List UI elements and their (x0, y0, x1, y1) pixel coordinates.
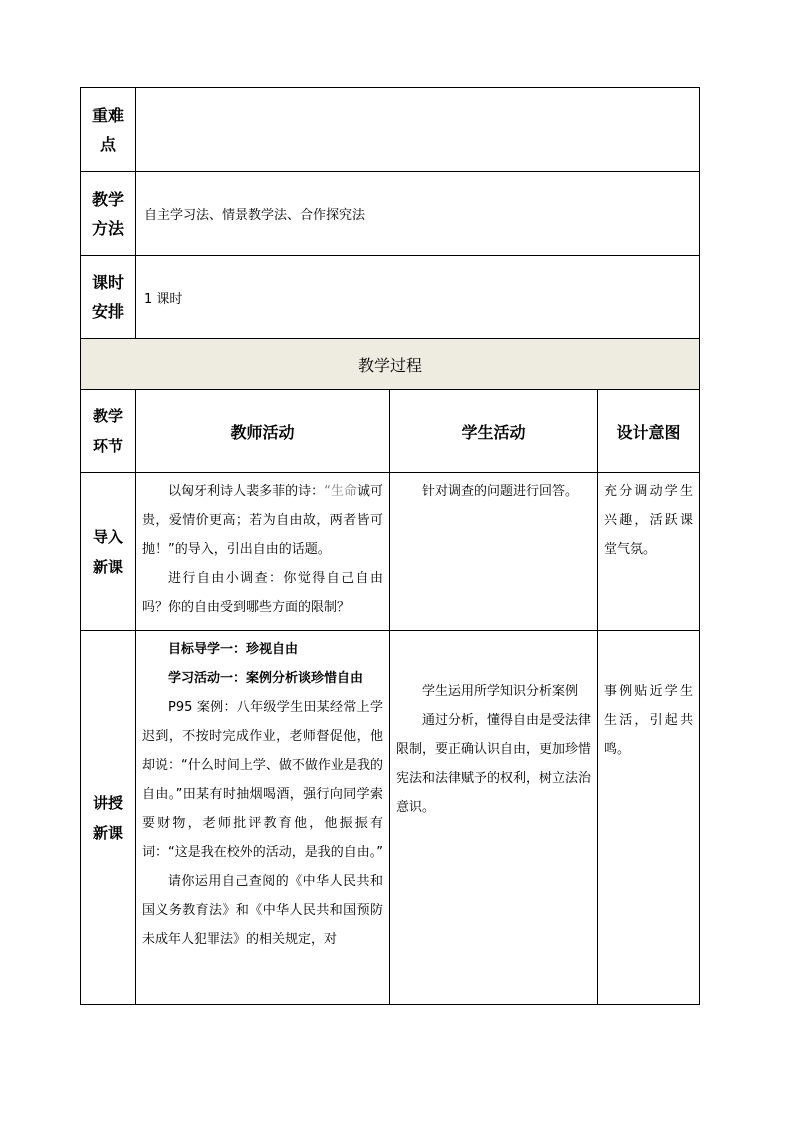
process-title-row (81, 339, 700, 390)
method-content: 自主学习法、情景教学法、合作探究法 (136, 172, 700, 256)
lecture-teacher-activity (136, 631, 390, 1005)
schedule-row (81, 256, 700, 339)
design-intent-header: 设计意图 (598, 390, 700, 473)
lecture-stage-label: 讲授 新课 (81, 631, 136, 1005)
intro-teacher-paragraph-2: 进行自由小调查：你觉得自己自由吗？你的自由受到哪些方面的限制？ (142, 571, 383, 615)
intro-teacher-paragraph-1: 以匈牙利诗人裴多菲的诗：“生命诚可贵，爱情价更高；若为自由故，两者皆可抛！”的导入，引出自由的话题。 (142, 484, 383, 557)
lesson-plan-table (80, 87, 700, 1005)
teacher-activity-header: 教师活动 (136, 390, 390, 473)
goal-heading: 目标导学一：珍视自由 (168, 642, 299, 657)
method-row (81, 172, 700, 256)
lecture-student-activity (390, 631, 598, 1005)
key-points-row (81, 88, 700, 172)
key-points-content (136, 88, 700, 172)
lecture-row (81, 631, 700, 1005)
case-paragraph: P95 案例：八年级学生田某经常上学迟到，不按时完成作业，老师督促他，他却说：“什么时间上学、做不做作业是我的自由。”田某有时抽烟喝酒，强行向同学索要财物，老师批评教育他，他振振有词：“这是我在校外的活动，是我的自由。” (142, 700, 383, 860)
intro-design-intent: 充分调动学生兴趣，活跃课堂气氛。 (598, 473, 700, 631)
task-paragraph: 请你运用自己查阅的《中华人民共和国义务教育法》和《中华人民共和国预防未成年人犯罪法》的相关规定，对 (142, 874, 383, 947)
schedule-label: 课时 安排 (81, 256, 136, 339)
student-paragraph-2: 通过分析，懂得自由是受法律限制，要正确认识自由，更加珍惜宪法和法律赋予的权利，树立法治意识。 (396, 713, 592, 815)
key-points-label: 重难 点 (81, 88, 136, 172)
process-header-row (81, 390, 700, 473)
method-label: 教学 方法 (81, 172, 136, 256)
intro-teacher-activity (136, 473, 390, 631)
schedule-content: 1 课时 (136, 256, 700, 339)
process-title: 教学过程 (81, 339, 700, 390)
stage-header: 教学 环节 (81, 390, 136, 473)
activity-heading: 学习活动一：案例分析谈珍惜自由 (168, 671, 364, 686)
intro-stage-label: 导入 新课 (81, 473, 136, 631)
student-paragraph-1: 学生运用所学知识分析案例 (422, 684, 579, 699)
student-activity-header: 学生活动 (390, 390, 598, 473)
intro-student-activity: 针对调查的问题进行回答。 (390, 473, 598, 631)
intro-row (81, 473, 700, 631)
lecture-design-intent: 事例贴近学生生活，引起共鸣。 (598, 631, 700, 1005)
